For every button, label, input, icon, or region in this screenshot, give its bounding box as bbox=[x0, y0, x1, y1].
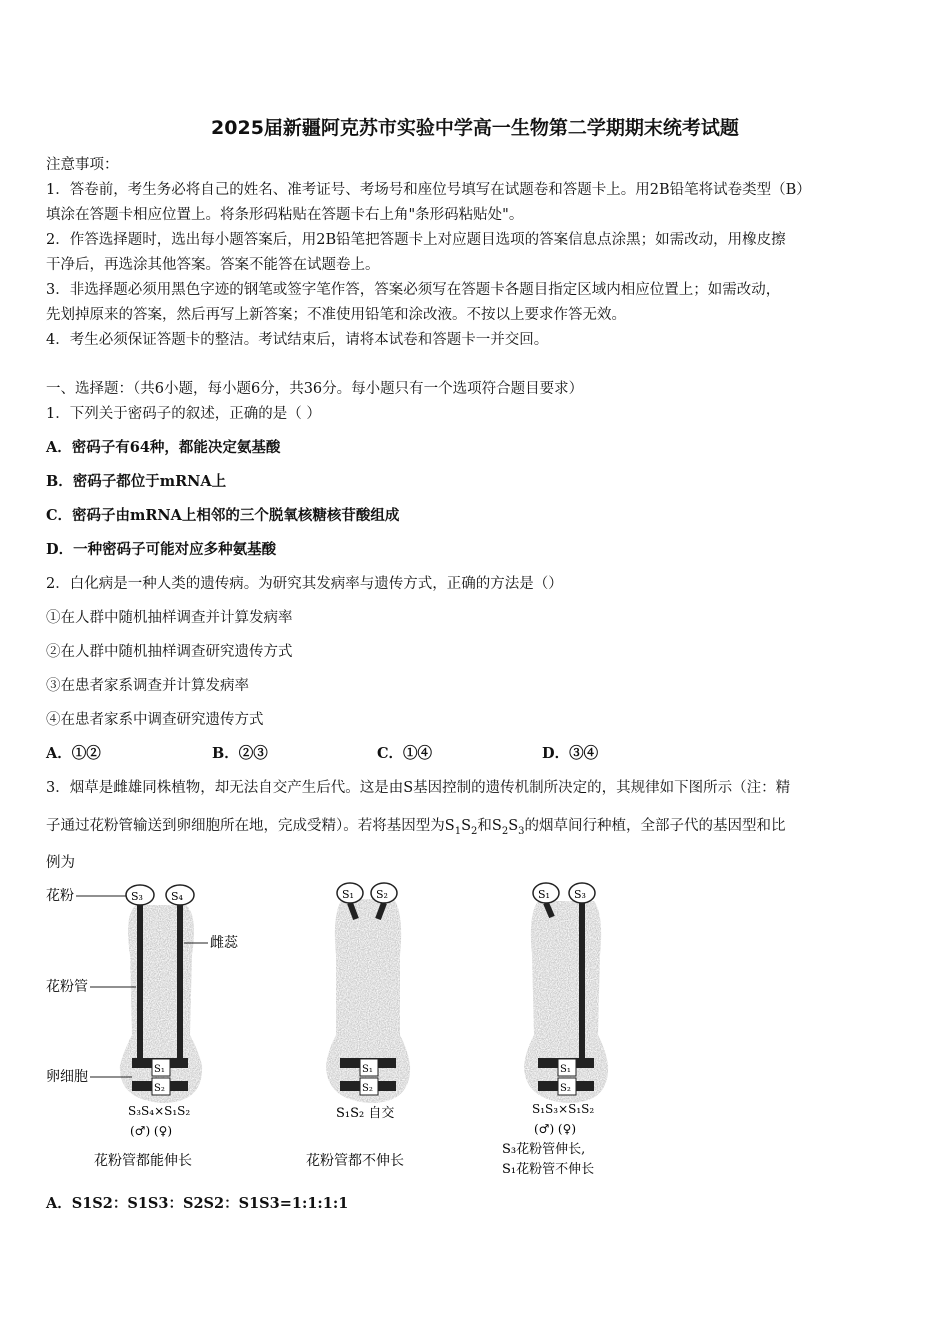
caption: S₁花粉管不伸长 bbox=[502, 1162, 595, 1177]
allele-label: S₃ bbox=[131, 890, 143, 903]
caption: 花粉管都不伸长 bbox=[306, 1153, 404, 1169]
q1-option-b[interactable]: B．密码子都位于mRNA上 bbox=[46, 473, 227, 490]
q2-statement-2: ②在人群中随机抽样调查研究遗传方式 bbox=[46, 644, 293, 660]
notice-heading: 注意事项： bbox=[46, 157, 119, 173]
notice-line: 3．非选择题必须用黑色字迹的钢笔或签字笔作答，答案必须写在答题卡各题目指定区域内相应位置上；如需改动， bbox=[46, 282, 781, 298]
panel-2 bbox=[306, 883, 410, 1169]
sex-label: (♂) (♀) bbox=[130, 1124, 173, 1138]
section-heading: 一、选择题：（共6小题，每小题6分，共36分。每小题只有一个选项符合题目要求） bbox=[46, 381, 584, 397]
q2-statement-4: ④在患者家系中调查研究遗传方式 bbox=[46, 712, 264, 728]
notice-line: 填涂在答题卡相应位置上。将条形码粘贴在答题卡右上角"条形码粘贴处"。 bbox=[46, 207, 524, 223]
q3-stem-line-1: 3．烟草是雌雄同株植物，却无法自交产生后代。这是由S基因控制的遗传机制所决定的，其规律如下图所示（注：精 bbox=[46, 780, 791, 796]
allele-label: S₁ bbox=[154, 1064, 165, 1075]
allele-label: S₁ bbox=[342, 888, 354, 901]
allele-label: S₃ bbox=[574, 888, 586, 901]
caption: S₃花粉管伸长, bbox=[502, 1142, 586, 1157]
caption: 花粉管都能伸长 bbox=[94, 1153, 192, 1169]
panel-1 bbox=[46, 885, 239, 1169]
notice-line: 4．考生必须保证答题卡的整洁。考试结束后，请将本试卷和答题卡一并交回。 bbox=[46, 332, 549, 348]
q2-option-c[interactable]: C．①④ bbox=[377, 745, 433, 762]
q1-stem: 1．下列关于密码子的叙述，正确的是（ ） bbox=[46, 406, 321, 422]
cross-label: S₁S₃×S₁S₂ bbox=[532, 1102, 595, 1116]
q2-option-b[interactable]: B．②③ bbox=[212, 745, 268, 762]
q2-option-d[interactable]: D．③④ bbox=[542, 745, 599, 762]
notice-line: 干净后，再选涂其他答案。答案不能答在试题卷上。 bbox=[46, 257, 380, 273]
q2-statement-3: ③在患者家系调查并计算发病率 bbox=[46, 678, 249, 694]
q1-option-a[interactable]: A．密码子有64种，都能决定氨基酸 bbox=[46, 439, 281, 456]
q3-stem-line-2: 子通过花粉管输送到卵细胞所在地，完成受精）。若将基因型为$S_1S_2$和$S_2S_3$的烟草间行种植，全部子代的基因型和比 bbox=[46, 818, 786, 837]
allele-label: S₂ bbox=[362, 1083, 373, 1094]
label-pollen: 花粉 bbox=[46, 888, 74, 904]
pollen-tube-figure bbox=[44, 875, 664, 1185]
allele-label: S₂ bbox=[560, 1083, 571, 1094]
sex-label: (♂) (♀) bbox=[534, 1122, 577, 1136]
panel-3 bbox=[502, 883, 608, 1177]
notice-line: 先划掉原来的答案，然后再写上新答案；不准使用铅笔和涂改液。不按以上要求作答无效。 bbox=[46, 307, 626, 323]
page-title: 2025届新疆阿克苏市实验中学高一生物第二学期期末统考试题 bbox=[211, 117, 739, 139]
q3-stem-line-3: 例为 bbox=[46, 855, 75, 871]
q2-option-a[interactable]: A．①② bbox=[46, 745, 101, 762]
allele-label: S₁ bbox=[538, 888, 550, 901]
q3-option-a[interactable]: A．S1S2：S1S3：S2S2：S1S3=1:1:1:1 bbox=[46, 1195, 349, 1212]
cross-label: S₁S₂ 自交 bbox=[336, 1106, 395, 1121]
allele-label: S₁ bbox=[362, 1064, 373, 1075]
allele-label: S₂ bbox=[154, 1083, 165, 1094]
notice-line: 2．作答选择题时，选出每小题答案后，用2B铅笔把答题卡上对应题目选项的答案信息点涂黑；如需改动，用橡皮擦 bbox=[46, 232, 786, 248]
allele-label: S₄ bbox=[171, 890, 183, 903]
q2-stem: 2．白化病是一种人类的遗传病。为研究其发病率与遗传方式，正确的方法是（） bbox=[46, 576, 563, 592]
q1-option-d[interactable]: D．一种密码子可能对应多种氨基酸 bbox=[46, 541, 277, 558]
label-stigma: 雌蕊 bbox=[210, 935, 238, 951]
cross-label: S₃S₄×S₁S₂ bbox=[128, 1104, 191, 1118]
notice-line: 1．答卷前，考生务必将自己的姓名、准考证号、考场号和座位号填写在试题卷和答题卡上。用2B铅笔将试卷类型（B） bbox=[46, 182, 811, 198]
q2-statement-1: ①在人群中随机抽样调查并计算发病率 bbox=[46, 610, 293, 626]
q1-option-c[interactable]: C．密码子由mRNA上相邻的三个脱氧核糖核苷酸组成 bbox=[46, 507, 400, 524]
allele-label: S₂ bbox=[376, 888, 388, 901]
label-egg: 卵细胞 bbox=[46, 1069, 88, 1085]
label-tube: 花粉管 bbox=[46, 979, 88, 995]
allele-label: S₁ bbox=[560, 1064, 571, 1075]
